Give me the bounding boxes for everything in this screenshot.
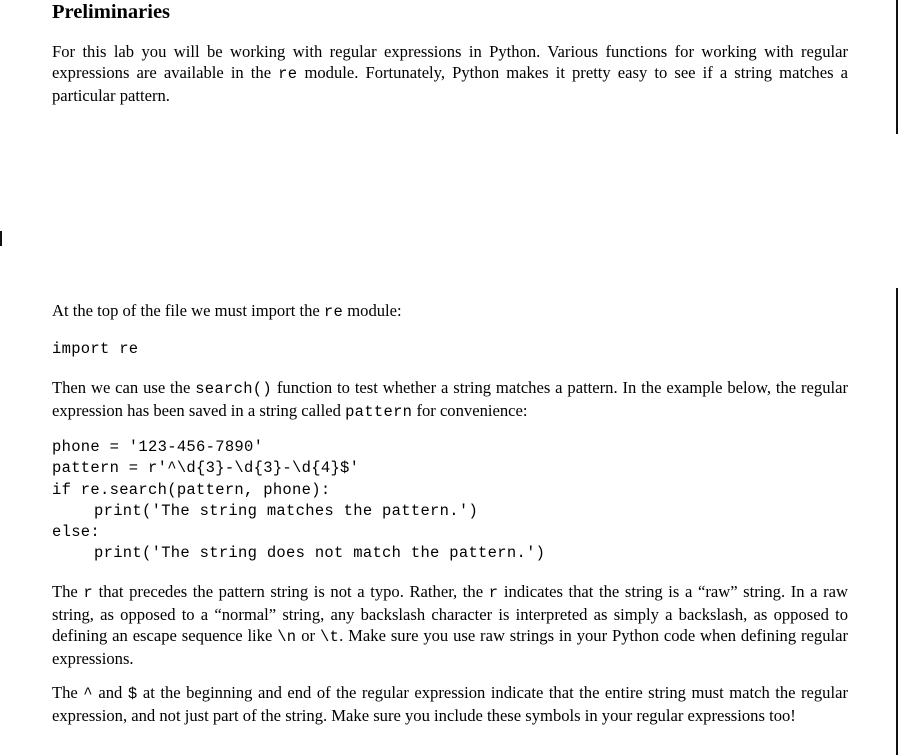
import-text-1: At the top of the file we must import the xyxy=(52,301,324,320)
raw-string-paragraph xyxy=(52,581,848,669)
search-paragraph xyxy=(52,377,848,423)
inline-code-re: re xyxy=(278,65,298,83)
intro-paragraph xyxy=(52,41,848,106)
inline-code-tab: \t xyxy=(319,628,340,646)
intro-text-1: For this lab you will be working with regular expressions in Python. Various functions for working with regular expressions are available in the xyxy=(52,42,848,82)
code-line: print('The string does not match the pattern.') xyxy=(94,544,546,563)
page-edge-divider-left xyxy=(0,231,2,246)
raw-text-2: that precedes the pattern string is not a typo. Rather, the xyxy=(93,582,489,601)
inline-code-re: re xyxy=(323,303,344,321)
section-heading: Preliminaries xyxy=(52,1,171,23)
inline-code-r: r xyxy=(83,584,94,602)
code-block-example xyxy=(52,437,545,565)
code-line: import re xyxy=(52,340,139,358)
import-text-2: module: xyxy=(343,301,402,320)
inline-code-search: search() xyxy=(195,380,273,398)
search-text-2: function to test whether a string matches a pattern. In the example below, the regular expression has been saved in a string called xyxy=(52,378,849,420)
raw-text-5: . Make sure you use raw strings in your Python code when defining regular expressions. xyxy=(52,626,849,668)
raw-text-4: or xyxy=(296,626,320,645)
raw-text-1: The xyxy=(52,582,84,601)
search-text-1: Then we can use the xyxy=(52,378,196,397)
search-text-3: for convenience: xyxy=(412,401,528,420)
intro-text-2: module. Fortunately, Python makes it pretty easy to see if a string matches a particular pattern. xyxy=(52,63,848,105)
raw-text-3: indicates that the string is a “raw” string. In a raw string, as opposed to a “normal” string, any backslash character is interpreted as simply a backslash, as opposed to defining an escape sequence like xyxy=(52,582,849,645)
inline-code-r: r xyxy=(488,584,499,602)
inline-code-newline: \n xyxy=(277,628,297,646)
inline-code-dollar: $ xyxy=(127,685,138,703)
inline-code-pattern: pattern xyxy=(345,403,413,421)
anchor-text-2: and xyxy=(92,683,128,702)
code-block-import xyxy=(52,339,138,360)
code-line: print('The string matches the pattern.') xyxy=(94,501,479,520)
import-paragraph xyxy=(52,300,848,323)
code-line: pattern = r'^\d{3}-\d{3}-\d{4}$' xyxy=(52,459,360,478)
anchor-text-1: The xyxy=(52,683,84,702)
inline-code-caret: ^ xyxy=(83,685,93,703)
code-line: else: xyxy=(52,523,101,542)
anchor-paragraph xyxy=(52,682,848,726)
anchor-text-3: at the beginning and end of the regular expression indicate that the entire string must match the regular expression, and not just part of the string. Make sure you include these symbols in your regular expressions too! xyxy=(52,683,848,725)
code-line: if re.search(pattern, phone): xyxy=(52,480,331,499)
code-line: phone = '123-456-7890' xyxy=(52,438,264,456)
